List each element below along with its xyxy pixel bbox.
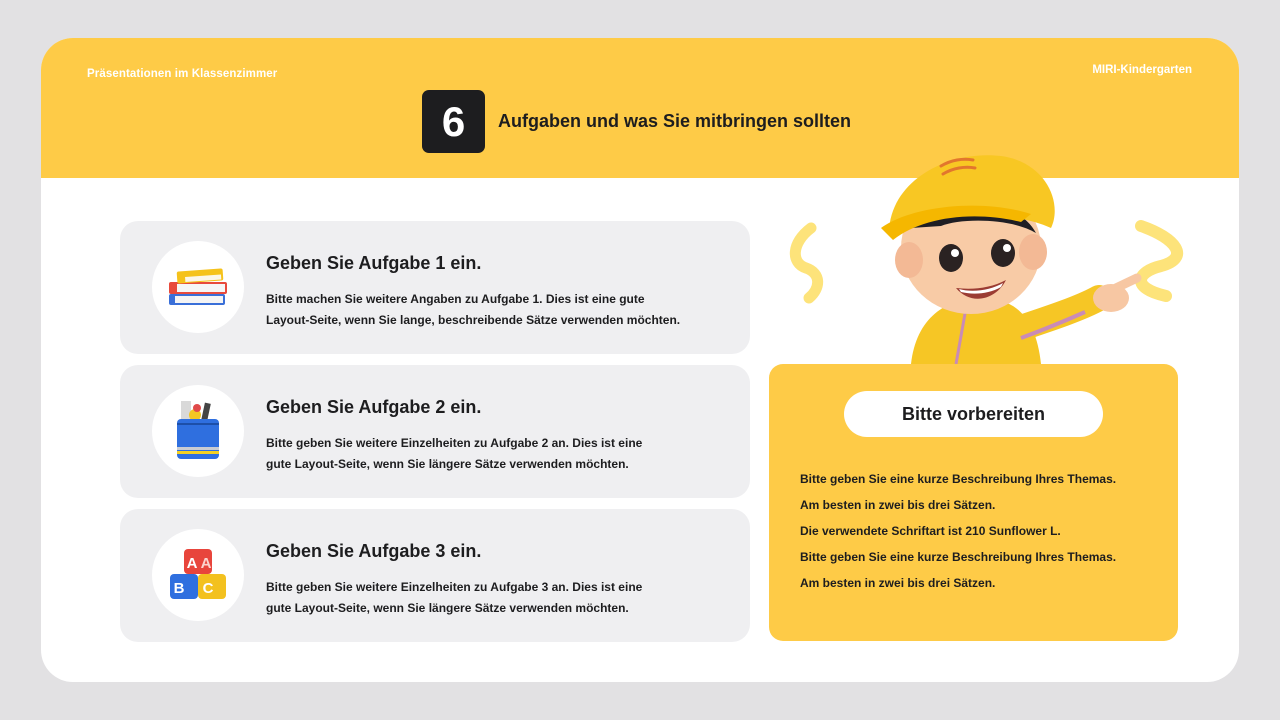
task-icon-container (152, 529, 244, 621)
task-description-line: Layout-Seite, wenn Sie lange, beschreibende Sätze verwenden möchten. (266, 313, 681, 327)
prepare-list-item: Am besten in zwei bis drei Sätzen. (800, 498, 996, 512)
task-description (266, 289, 686, 331)
books-icon (163, 262, 233, 312)
title-row (422, 90, 851, 153)
task-description-line: Bitte geben Sie weitere Einzelheiten zu Aufgabe 2 an. Dies ist eine (266, 436, 643, 450)
brand-label: MIRI-Kindergarten (1092, 64, 1192, 76)
boy-mascot-illustration (781, 148, 1201, 364)
prepare-list-item: Am besten in zwei bis drei Sätzen. (800, 576, 996, 590)
pencil-cup-icon (173, 399, 223, 463)
task-card-3 (120, 509, 750, 642)
prepare-list (800, 469, 1116, 599)
task-description-line: gute Layout-Seite, wenn Sie längere Sätze verwenden möchten. (266, 601, 629, 615)
prepare-heading: Bitte vorbereiten (844, 391, 1103, 437)
prepare-panel (769, 364, 1178, 641)
prepare-list-item: Bitte geben Sie eine kurze Beschreibung Ihres Themas. (800, 472, 1117, 486)
abc-blocks-icon (168, 547, 228, 603)
page-title: Aufgaben und was Sie mitbringen sollten (498, 111, 852, 131)
slide (41, 38, 1239, 682)
task-card-1 (120, 221, 750, 354)
svg-text:C: C (202, 580, 214, 597)
task-title: Geben Sie Aufgabe 3 ein. (266, 541, 482, 561)
task-card-2 (120, 365, 750, 498)
prepare-list-item: Die verwendete Schriftart ist 210 Sunflower L. (800, 524, 1061, 538)
task-description (266, 577, 686, 619)
section-number-badge: 6 (422, 90, 485, 153)
task-icon-container (152, 385, 244, 477)
task-icon-container (152, 241, 244, 333)
prepare-list-item: Bitte geben Sie eine kurze Beschreibung Ihres Themas. (800, 550, 1117, 564)
svg-text:B: B (173, 580, 185, 597)
task-description-line: Bitte machen Sie weitere Angaben zu Aufgabe 1. Dies ist eine gute (266, 292, 645, 306)
task-title: Geben Sie Aufgabe 2 ein. (266, 397, 482, 417)
task-description-line: gute Layout-Seite, wenn Sie längere Sätze verwenden möchten. (266, 457, 629, 471)
task-title: Geben Sie Aufgabe 1 ein. (266, 253, 482, 273)
task-description-line: Bitte geben Sie weitere Einzelheiten zu Aufgabe 3 an. Dies ist eine (266, 580, 643, 594)
task-description (266, 433, 686, 475)
svg-text:A: A (200, 555, 212, 572)
presentation-label: Präsentationen im Klassenzimmer (87, 68, 278, 80)
svg-text:A: A (186, 555, 198, 572)
